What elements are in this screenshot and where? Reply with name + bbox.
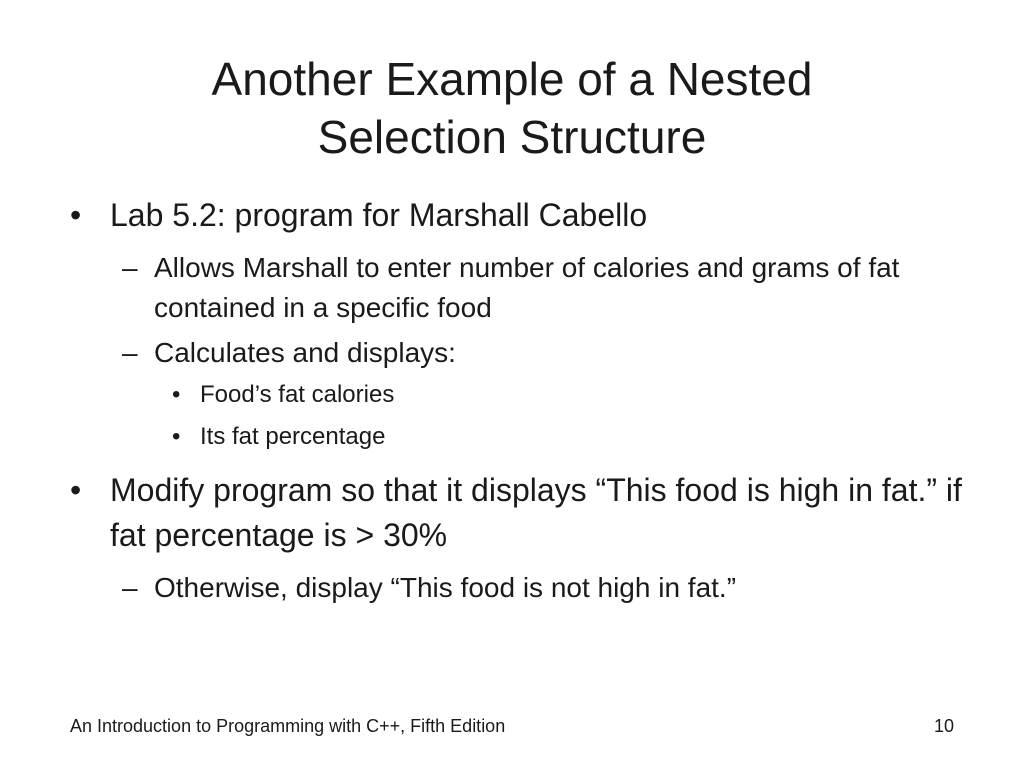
bullet-marker: • bbox=[70, 472, 82, 508]
bullet-item-lab bbox=[70, 193, 970, 238]
bullet-marker: • bbox=[70, 197, 82, 233]
sub-bullet-item-calculates bbox=[70, 333, 970, 373]
bullet-item-modify bbox=[70, 468, 970, 558]
bullet-list bbox=[70, 193, 970, 613]
sub-sub-bullet-item-fat-calories bbox=[70, 378, 970, 412]
sub-sub-bullet-item-fat-percentage bbox=[70, 420, 970, 454]
slide-title bbox=[0, 50, 1024, 166]
bullet-marker: • bbox=[172, 381, 181, 408]
footer-book-title: An Introduction to Programming with C++, Fifth Edition bbox=[70, 716, 506, 736]
footer-page-number: 10 bbox=[933, 716, 954, 736]
sub-bullet-text: Allows Marshall to enter number of calories and grams of fat contained in a specific food bbox=[154, 252, 900, 323]
dash-marker: – bbox=[122, 337, 138, 368]
bullet-marker: • bbox=[172, 423, 181, 450]
sub-sub-bullet-text: Its fat percentage bbox=[200, 423, 386, 450]
sub-bullet-item-allows bbox=[70, 248, 970, 328]
sub-bullet-item-otherwise bbox=[70, 568, 970, 608]
bullet-text: Lab 5.2: program for Marshall Cabello bbox=[110, 197, 648, 233]
dash-marker: – bbox=[122, 572, 138, 603]
slide-title-line-2: Selection Structure bbox=[317, 111, 707, 163]
dash-marker: – bbox=[122, 252, 138, 283]
slide-title-line-1: Another Example of a Nested bbox=[211, 53, 813, 105]
sub-sub-bullet-text: Food’s fat calories bbox=[200, 381, 395, 408]
sub-bullet-text: Otherwise, display “This food is not high in fat.” bbox=[154, 572, 737, 603]
bullet-text: Modify program so that it displays “This food is high in fat.” if fat percentage is > 30% bbox=[110, 472, 962, 553]
sub-bullet-text: Calculates and displays: bbox=[154, 337, 456, 368]
